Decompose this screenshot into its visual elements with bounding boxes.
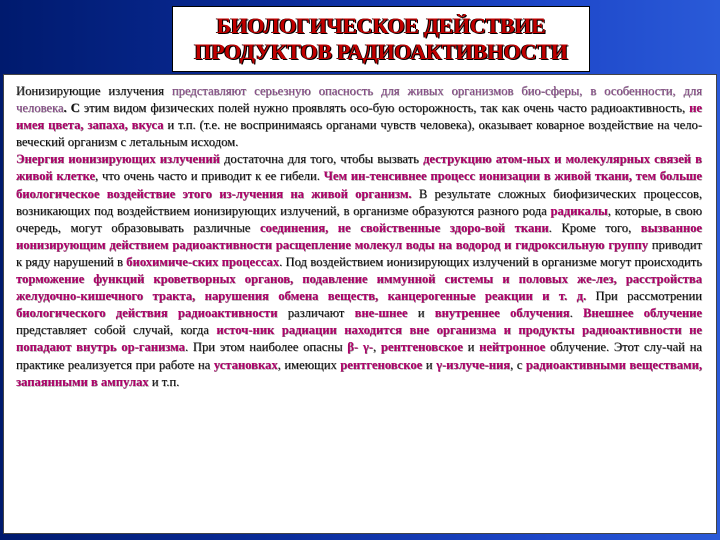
slide-title-line-2: ПРОДУКТОВ РАДИОАКТИВНОСТИ [194,39,568,64]
text-segment: . При этом наиболее опасны [184,340,348,355]
paragraph-1 [16,83,702,151]
text-segment: γ-излуче-ния [436,357,511,372]
text-segment: приводит к ряду нарушений в [16,237,703,269]
text-segment: облучение. Этот слу-чай на практике реализуется при работе на [16,340,703,372]
text-segment: соединения, не свойственные здоро-вой ткани [259,220,549,235]
text-segment: биологического действия радиоактивности [16,306,278,321]
text-segment: и [422,357,437,372]
paragraph-2 [16,151,702,390]
text-segment: радиоактивными веществами, запаянными в ампулах [16,357,702,389]
text-segment: и [407,306,435,321]
text-segment: источ-ник радиации находится вне организма и продукты радиоактивности не попадают внутрь ор-ганизма [16,323,703,355]
text-segment: , [372,340,381,355]
text-segment: и т.п. [148,374,180,389]
text-segment: торможение функций кроветворных органов, подавление иммунной системы и половых же-лез, расстройства желудочно-кишечного тракта, нарушения обмена веществ, канцерогенные реакции и т. д. [16,272,702,304]
text-segment: При рассмотрении [586,289,702,304]
text-segment: . Под воздействием ионизирующих излучений в организме могут происходить [279,254,703,269]
text-segment: Внешнее облучение [583,306,703,321]
text-segment: , что очень часто и приводит к ее гибели. [95,169,324,184]
text-segment: Энергия ионизирующих излучений [16,152,220,167]
text-segment: рентгеновское [340,357,423,372]
text-segment: не имея цвета, запаха, вкуса [16,101,702,133]
text-segment: вызванное ионизирующим действием радиоактивности расщепление молекул воды на водород и гидроксильную группу [16,220,702,252]
text-segment: . С [63,101,80,116]
text-segment: представляет собой случай, когда [16,323,217,338]
slide-title [172,6,590,72]
text-segment: В результате сложных биофизических процессов, возникающих под воздействием ионизирующих излучений, в организме образуются разного рода [16,186,703,218]
text-segment: биохимиче-ских процессах [126,254,280,269]
text-segment: нейтронное [479,340,546,355]
text-segment: рентгеновское [380,340,463,355]
text-segment: , которые, в свою очередь, могут образовывать различные [16,203,702,235]
text-segment: этим видом физических полей нужно проявлять осо-бую осторожность, так как очень часто радиоактивность, [79,101,690,116]
text-segment: различают [277,306,355,321]
text-segment: . Кроме того, [548,220,641,235]
text-segment: и [462,340,480,355]
text-segment: радикалы [550,203,608,218]
text-segment: , имеющих [277,357,341,372]
text-segment: Ионизирующие излучения [16,84,172,98]
text-segment: и т.п. (т.е. не воспринимаясь органами чувств человека), оказывает коварное воздействие на чело-веческий организм с летальным исходом. [16,118,703,150]
text-segment: вне-шнее [354,306,408,321]
text-segment: внутреннее облучения [434,306,570,321]
text-segment: достаточна для того, чтобы вызвать [219,152,424,167]
text-segment: деструкцию атом-ных и молекулярных связей в живой клетке [16,152,702,184]
text-segment: , с [510,357,526,372]
text-segment: представляют серьезную опасность для живых организмов био-сферы, в особенности, для человека [16,84,702,116]
text-segment: установках [213,357,278,372]
text-segment: Чем ин-тенсивнее процесс ионизации в живой ткани, тем больше биологическое воздействие этого из-лучения на живой организм. [16,169,702,201]
text-segment: . [569,306,584,321]
text-segment: β- γ- [347,340,373,355]
slide-title-line-1: БИОЛОГИЧЕСКОЕ ДЕЙСТВИЕ [216,13,546,38]
slide-body [3,74,717,534]
